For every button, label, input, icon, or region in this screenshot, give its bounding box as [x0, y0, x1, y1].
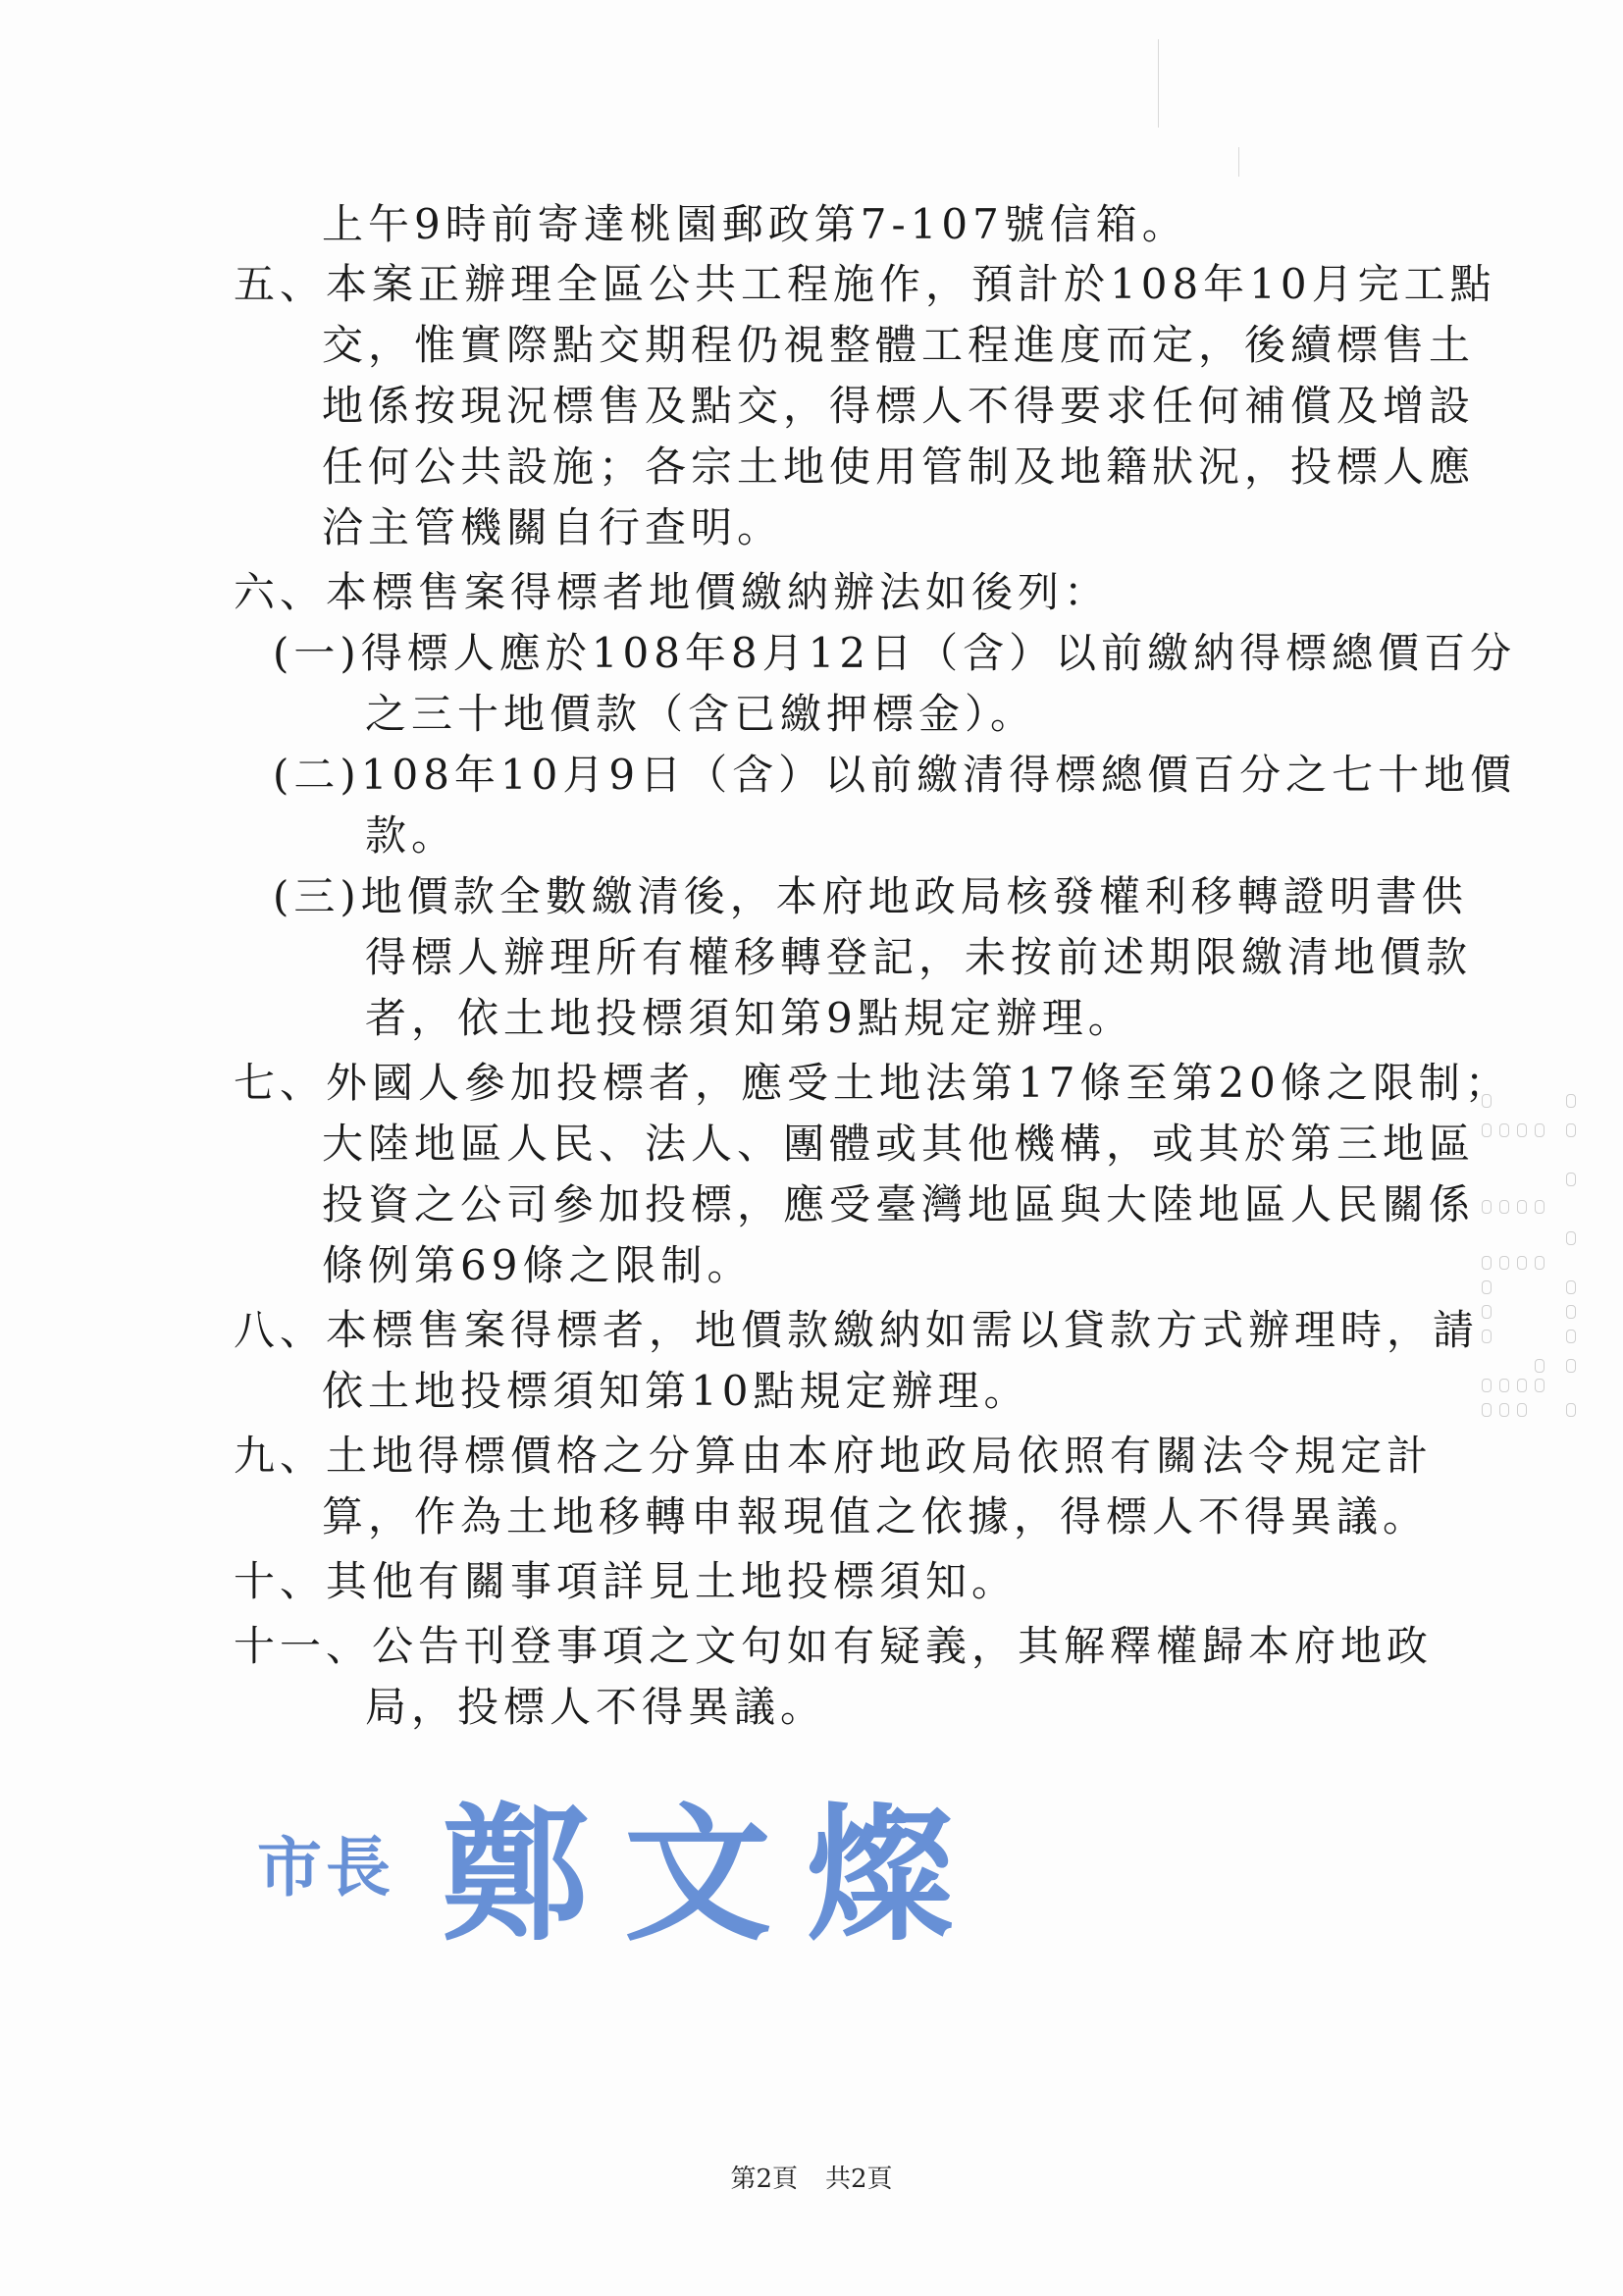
- perforation-hole: [1535, 1359, 1544, 1373]
- text-line: 洽主管機關自行查明。: [322, 503, 784, 551]
- perforation-hole: [1535, 1123, 1544, 1137]
- perforation-hole: [1482, 1256, 1492, 1270]
- perforation-hole: [1499, 1379, 1509, 1392]
- text-line: 七、外國人參加投標者，應受土地法第17條至第20條之限制；: [234, 1059, 1511, 1107]
- text-line: 款。: [365, 811, 458, 860]
- scan-mark: [1158, 39, 1159, 128]
- text-line: 交，惟實際點交期程仍視整體工程進度而定，後續標售土: [322, 321, 1476, 369]
- perforation-hole: [1566, 1305, 1576, 1319]
- perforation-hole: [1499, 1123, 1509, 1137]
- perforation-hole: [1566, 1403, 1576, 1417]
- perforation-hole: [1566, 1359, 1576, 1373]
- perforation-hole: [1482, 1123, 1492, 1137]
- perforation-hole: [1566, 1173, 1576, 1186]
- text-line: 六、本標售案得標者地價繳納辦法如後列：: [234, 568, 1111, 616]
- perforation-hole: [1499, 1403, 1509, 1417]
- text-line: 任何公共設施；各宗土地使用管制及地籍狀況，投標人應: [322, 443, 1476, 491]
- text-line: 算，作為土地移轉申報現值之依據，得標人不得異議。: [322, 1492, 1430, 1540]
- text-line: 依土地投標須知第10點規定辦理。: [322, 1367, 1030, 1415]
- perforation-hole: [1566, 1280, 1576, 1294]
- perforation-hole: [1566, 1330, 1576, 1343]
- perforation-hole: [1517, 1379, 1527, 1392]
- text-line: 之三十地價款（含已繳押標金）。: [365, 690, 1037, 738]
- perforation-marks: [1480, 1094, 1588, 1428]
- perforation-hole: [1517, 1123, 1527, 1137]
- text-line: 九、土地得標價格之分算由本府地政局依照有關法令規定計: [234, 1432, 1434, 1480]
- text-line: 八、本標售案得標者，地價款繳納如需以貸款方式辦理時，請: [234, 1306, 1480, 1354]
- text-line: (二)108年10月9日（含）以前繳清得標總價百分之七十地價: [273, 751, 1517, 799]
- page-number: 第2頁: [730, 2165, 798, 2194]
- perforation-hole: [1482, 1200, 1492, 1214]
- perforation-hole: [1517, 1403, 1527, 1417]
- page-total: 共2頁: [825, 2165, 893, 2194]
- perforation-hole: [1566, 1231, 1576, 1245]
- seal-name: 鄭文燦: [442, 1789, 990, 1961]
- text-line: 五、本案正辦理全區公共工程施作，預計於108年10月完工點: [234, 260, 1496, 308]
- text-line: (三)地價款全數繳清後，本府地政局核發權利移轉證明書供: [273, 872, 1468, 920]
- text-line: 者，依土地投標須知第9點規定辦理。: [365, 994, 1134, 1042]
- mayor-seal: [257, 1756, 1022, 1961]
- perforation-hole: [1499, 1200, 1509, 1214]
- perforation-hole: [1517, 1200, 1527, 1214]
- text-line: 上午9時前寄達桃園郵政第7-107號信箱。: [322, 200, 1188, 248]
- seal-title: 市長: [257, 1829, 394, 1905]
- perforation-hole: [1482, 1379, 1492, 1392]
- perforation-hole: [1482, 1403, 1492, 1417]
- perforation-hole: [1482, 1280, 1492, 1294]
- perforation-hole: [1566, 1123, 1576, 1137]
- perforation-hole: [1482, 1094, 1492, 1108]
- scan-mark: [1238, 147, 1239, 177]
- text-line: 得標人辦理所有權移轉登記，未按前述期限繳清地價款: [365, 933, 1473, 981]
- perforation-hole: [1535, 1256, 1544, 1270]
- text-line: 地係按現況標售及點交，得標人不得要求任何補償及增設: [322, 382, 1476, 430]
- text-line: 條例第69條之限制。: [322, 1241, 754, 1289]
- perforation-hole: [1499, 1256, 1509, 1270]
- perforation-hole: [1517, 1256, 1527, 1270]
- perforation-hole: [1566, 1094, 1576, 1108]
- perforation-hole: [1535, 1379, 1544, 1392]
- perforation-hole: [1482, 1330, 1492, 1343]
- text-line: 大陸地區人民、法人、團體或其他機構，或其於第三地區: [322, 1120, 1476, 1168]
- text-line: 局，投標人不得異議。: [365, 1683, 827, 1731]
- text-line: 投資之公司參加投標，應受臺灣地區與大陸地區人民關係: [322, 1180, 1476, 1228]
- text-line: (一)得標人應於108年8月12日（含）以前繳納得標總價百分: [273, 629, 1517, 677]
- perforation-hole: [1535, 1200, 1544, 1214]
- text-line: 十、其他有關事項詳見土地投標須知。: [234, 1557, 1019, 1605]
- page-footer: [0, 2159, 1623, 2195]
- text-line: 十一、公告刊登事項之文句如有疑義，其解釋權歸本府地政: [234, 1622, 1434, 1670]
- perforation-hole: [1482, 1305, 1492, 1319]
